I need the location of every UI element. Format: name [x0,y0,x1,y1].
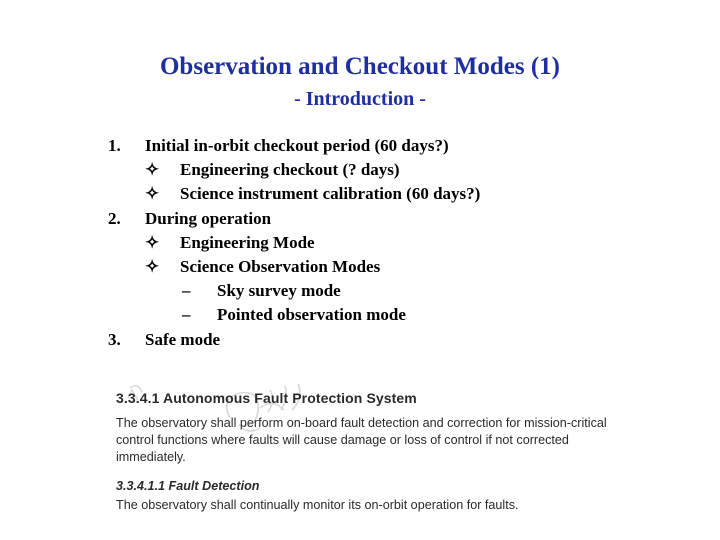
dash-bullet: – [182,281,191,301]
outline-dash-text: Pointed observation mode [217,305,406,325]
sparkle-bullet-icon: ✧ [145,256,160,276]
slide-title: Observation and Checkout Modes (1) [159,53,560,80]
excerpt-paragraph: The observatory shall perform on-board fault detection and correction for mission-critical control functions where faults will cause damage or loss of control if not corrected immediately. [116,416,607,464]
sparkle-bullet-icon: ✧ [145,232,160,252]
outline-text: Initial in-orbit checkout period (60 days?) [145,136,449,155]
outline-bullet-text: Science Observation Modes [180,256,381,276]
dash-bullet: – [182,305,191,325]
outline-number: 3. [108,329,121,349]
outline-text: During operation [145,208,272,228]
outline-text: Safe mode [145,329,221,349]
document-excerpt [110,380,650,520]
outline-bullet-text: Engineering checkout (? days) [180,160,400,180]
slide-subtitle: - Introduction - [294,88,426,110]
excerpt-subheading: 3.3.4.1.1 Fault Detection [116,479,260,493]
outline-dash-text: Sky survey mode [217,281,341,301]
outline-number: 2. [108,208,121,228]
sparkle-bullet-icon: ✧ [145,184,160,204]
outline-bullet-text: Engineering Mode [180,232,315,252]
outline-bullet-text: Science instrument calibration (60 days?) [180,184,481,204]
excerpt-paragraph-2: The observatory shall continually monitor its on-orbit operation for faults. [116,498,519,512]
sparkle-bullet-icon: ✧ [145,160,160,180]
excerpt-heading: 3.3.4.1 Autonomous Fault Protection System [116,390,417,406]
outline-number: 1. [108,136,121,155]
